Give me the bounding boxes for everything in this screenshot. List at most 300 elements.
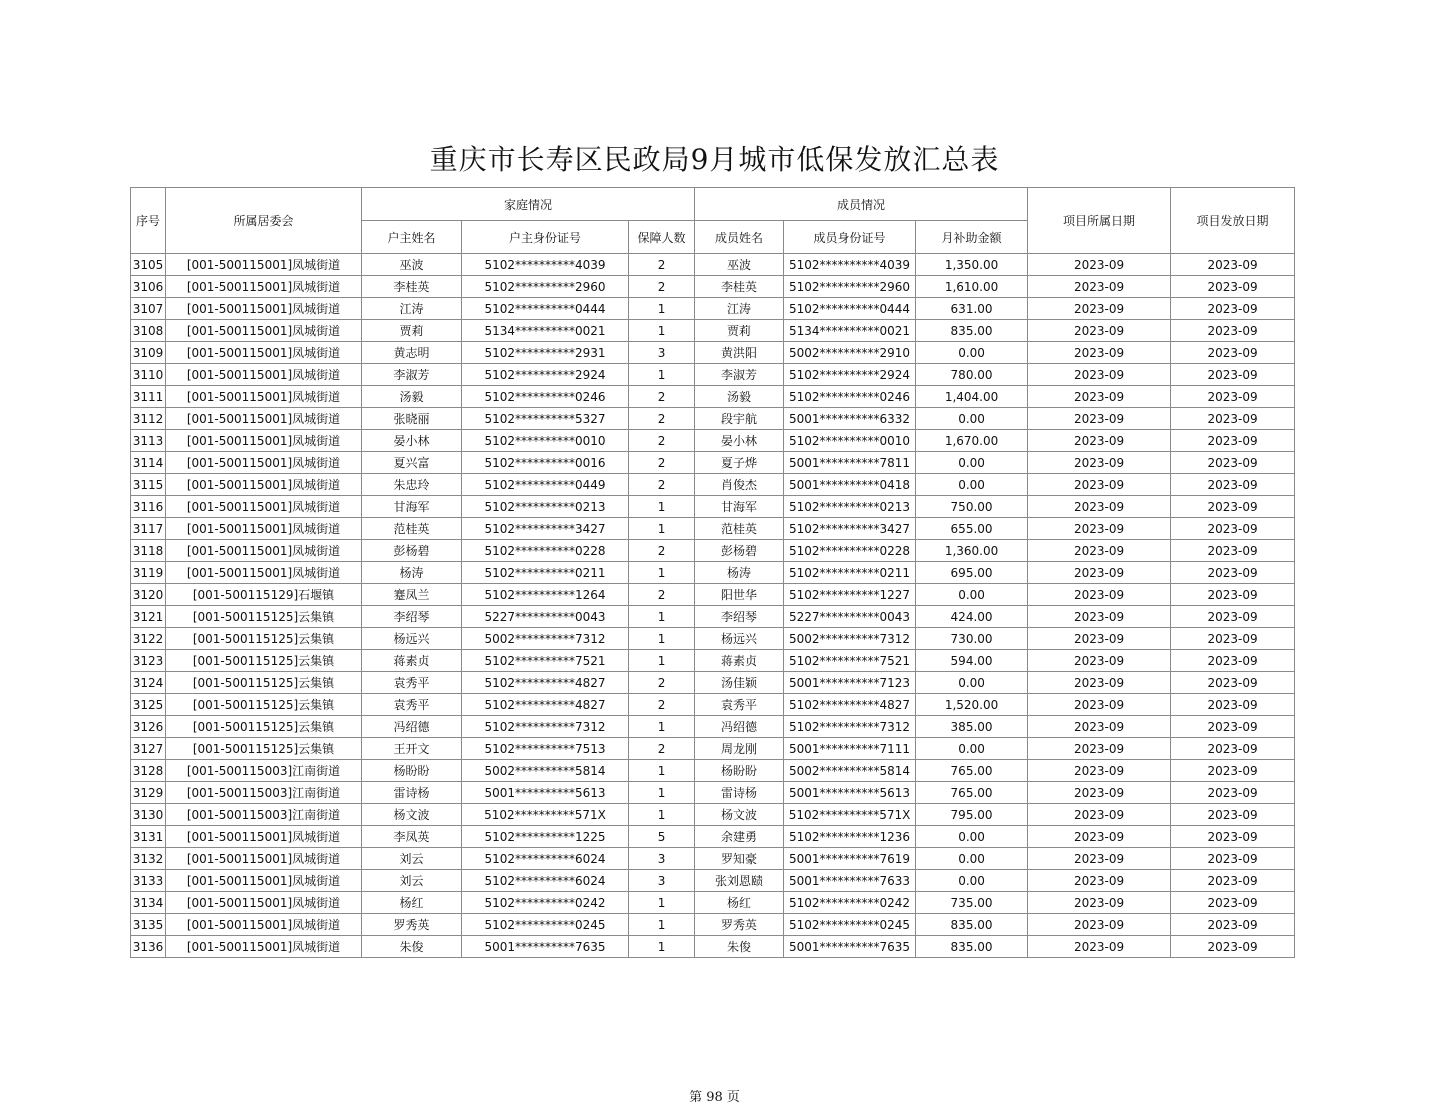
cell-head-name: 冯绍德 bbox=[362, 716, 462, 738]
cell-amount: 1,520.00 bbox=[916, 694, 1028, 716]
cell-project-date: 2023-09 bbox=[1028, 672, 1171, 694]
cell-head-id: 5102**********4827 bbox=[462, 672, 629, 694]
cell-seq: 3115 bbox=[131, 474, 166, 496]
table-row bbox=[131, 848, 1295, 870]
cell-head-id: 5102**********1225 bbox=[462, 826, 629, 848]
cell-committee: [001-500115001]凤城街道 bbox=[166, 518, 362, 540]
cell-project-date: 2023-09 bbox=[1028, 892, 1171, 914]
table-row bbox=[131, 650, 1295, 672]
cell-seq: 3130 bbox=[131, 804, 166, 826]
cell-project-date: 2023-09 bbox=[1028, 848, 1171, 870]
cell-issue-date: 2023-09 bbox=[1171, 320, 1295, 342]
cell-head-id: 5002**********7312 bbox=[462, 628, 629, 650]
cell-member-id: 5102**********1227 bbox=[784, 584, 916, 606]
cell-seq: 3105 bbox=[131, 254, 166, 276]
header-member-group: 成员情况 bbox=[695, 188, 1028, 221]
cell-member-name: 杨文波 bbox=[695, 804, 784, 826]
cell-issue-date: 2023-09 bbox=[1171, 650, 1295, 672]
cell-project-date: 2023-09 bbox=[1028, 650, 1171, 672]
cell-count: 1 bbox=[629, 496, 695, 518]
cell-head-id: 5102**********0213 bbox=[462, 496, 629, 518]
cell-count: 2 bbox=[629, 408, 695, 430]
cell-member-id: 5102**********7521 bbox=[784, 650, 916, 672]
cell-issue-date: 2023-09 bbox=[1171, 628, 1295, 650]
cell-member-id: 5227**********0043 bbox=[784, 606, 916, 628]
table-body bbox=[131, 254, 1295, 958]
cell-member-id: 5102**********0242 bbox=[784, 892, 916, 914]
cell-project-date: 2023-09 bbox=[1028, 342, 1171, 364]
cell-seq: 3117 bbox=[131, 518, 166, 540]
table-row bbox=[131, 474, 1295, 496]
cell-member-id: 5102**********0010 bbox=[784, 430, 916, 452]
table-row bbox=[131, 496, 1295, 518]
cell-member-name: 杨涛 bbox=[695, 562, 784, 584]
cell-head-name: 雷诗杨 bbox=[362, 782, 462, 804]
cell-seq: 3110 bbox=[131, 364, 166, 386]
cell-member-name: 黄洪阳 bbox=[695, 342, 784, 364]
table-row bbox=[131, 540, 1295, 562]
cell-amount: 1,360.00 bbox=[916, 540, 1028, 562]
cell-member-id: 5102**********7312 bbox=[784, 716, 916, 738]
cell-member-name: 杨红 bbox=[695, 892, 784, 914]
cell-head-name: 江涛 bbox=[362, 298, 462, 320]
cell-seq: 3106 bbox=[131, 276, 166, 298]
cell-head-name: 朱俊 bbox=[362, 936, 462, 958]
cell-issue-date: 2023-09 bbox=[1171, 804, 1295, 826]
cell-count: 1 bbox=[629, 936, 695, 958]
cell-project-date: 2023-09 bbox=[1028, 782, 1171, 804]
cell-count: 2 bbox=[629, 738, 695, 760]
cell-head-id: 5102**********7521 bbox=[462, 650, 629, 672]
cell-head-id: 5102**********0449 bbox=[462, 474, 629, 496]
cell-count: 1 bbox=[629, 606, 695, 628]
cell-project-date: 2023-09 bbox=[1028, 716, 1171, 738]
cell-count: 2 bbox=[629, 452, 695, 474]
cell-head-name: 刘云 bbox=[362, 870, 462, 892]
cell-member-id: 5102**********4827 bbox=[784, 694, 916, 716]
cell-seq: 3128 bbox=[131, 760, 166, 782]
cell-seq: 3113 bbox=[131, 430, 166, 452]
cell-committee: [001-500115001]凤城街道 bbox=[166, 848, 362, 870]
cell-member-id: 5001**********7811 bbox=[784, 452, 916, 474]
cell-seq: 3123 bbox=[131, 650, 166, 672]
cell-amount: 765.00 bbox=[916, 760, 1028, 782]
cell-issue-date: 2023-09 bbox=[1171, 562, 1295, 584]
cell-member-id: 5001**********5613 bbox=[784, 782, 916, 804]
cell-count: 1 bbox=[629, 782, 695, 804]
cell-count: 3 bbox=[629, 848, 695, 870]
cell-member-name: 朱俊 bbox=[695, 936, 784, 958]
cell-issue-date: 2023-09 bbox=[1171, 518, 1295, 540]
cell-seq: 3116 bbox=[131, 496, 166, 518]
cell-committee: [001-500115125]云集镇 bbox=[166, 694, 362, 716]
cell-seq: 3119 bbox=[131, 562, 166, 584]
cell-member-name: 范桂英 bbox=[695, 518, 784, 540]
cell-head-name: 蒋素贞 bbox=[362, 650, 462, 672]
cell-amount: 1,350.00 bbox=[916, 254, 1028, 276]
table-row bbox=[131, 628, 1295, 650]
cell-count: 1 bbox=[629, 518, 695, 540]
cell-member-id: 5102**********0444 bbox=[784, 298, 916, 320]
cell-count: 1 bbox=[629, 716, 695, 738]
cell-head-name: 李淑芳 bbox=[362, 364, 462, 386]
cell-seq: 3135 bbox=[131, 914, 166, 936]
cell-issue-date: 2023-09 bbox=[1171, 474, 1295, 496]
cell-member-name: 张刘恩赜 bbox=[695, 870, 784, 892]
cell-head-name: 杨远兴 bbox=[362, 628, 462, 650]
table-row bbox=[131, 870, 1295, 892]
cell-committee: [001-500115001]凤城街道 bbox=[166, 254, 362, 276]
cell-member-id: 5102**********571X bbox=[784, 804, 916, 826]
header-seq: 序号 bbox=[131, 188, 166, 254]
cell-committee: [001-500115001]凤城街道 bbox=[166, 870, 362, 892]
cell-head-name: 王开文 bbox=[362, 738, 462, 760]
cell-seq: 3107 bbox=[131, 298, 166, 320]
cell-head-id: 5102**********3427 bbox=[462, 518, 629, 540]
cell-project-date: 2023-09 bbox=[1028, 914, 1171, 936]
cell-count: 2 bbox=[629, 386, 695, 408]
cell-member-name: 李绍琴 bbox=[695, 606, 784, 628]
cell-project-date: 2023-09 bbox=[1028, 408, 1171, 430]
cell-head-id: 5102**********2960 bbox=[462, 276, 629, 298]
cell-issue-date: 2023-09 bbox=[1171, 716, 1295, 738]
cell-count: 2 bbox=[629, 694, 695, 716]
cell-member-name: 杨远兴 bbox=[695, 628, 784, 650]
cell-head-id: 5102**********0245 bbox=[462, 914, 629, 936]
cell-head-name: 杨盼盼 bbox=[362, 760, 462, 782]
cell-seq: 3124 bbox=[131, 672, 166, 694]
cell-committee: [001-500115125]云集镇 bbox=[166, 672, 362, 694]
cell-committee: [001-500115003]江南街道 bbox=[166, 760, 362, 782]
cell-project-date: 2023-09 bbox=[1028, 430, 1171, 452]
cell-amount: 631.00 bbox=[916, 298, 1028, 320]
cell-seq: 3132 bbox=[131, 848, 166, 870]
cell-head-name: 袁秀平 bbox=[362, 694, 462, 716]
cell-amount: 0.00 bbox=[916, 672, 1028, 694]
cell-committee: [001-500115125]云集镇 bbox=[166, 606, 362, 628]
table-row bbox=[131, 782, 1295, 804]
cell-committee: [001-500115129]石堰镇 bbox=[166, 584, 362, 606]
cell-head-id: 5102**********1264 bbox=[462, 584, 629, 606]
cell-count: 1 bbox=[629, 914, 695, 936]
cell-committee: [001-500115125]云集镇 bbox=[166, 628, 362, 650]
cell-issue-date: 2023-09 bbox=[1171, 848, 1295, 870]
table-row bbox=[131, 936, 1295, 958]
cell-head-id: 5102**********6024 bbox=[462, 848, 629, 870]
cell-member-id: 5001**********7123 bbox=[784, 672, 916, 694]
cell-issue-date: 2023-09 bbox=[1171, 936, 1295, 958]
cell-amount: 0.00 bbox=[916, 584, 1028, 606]
cell-member-name: 甘海军 bbox=[695, 496, 784, 518]
cell-head-name: 贾莉 bbox=[362, 320, 462, 342]
header-member-id: 成员身份证号 bbox=[784, 221, 916, 254]
table-row bbox=[131, 562, 1295, 584]
cell-member-id: 5102**********0246 bbox=[784, 386, 916, 408]
cell-member-name: 周龙刚 bbox=[695, 738, 784, 760]
cell-issue-date: 2023-09 bbox=[1171, 276, 1295, 298]
cell-issue-date: 2023-09 bbox=[1171, 540, 1295, 562]
cell-head-id: 5134**********0021 bbox=[462, 320, 629, 342]
cell-member-name: 罗知豪 bbox=[695, 848, 784, 870]
table-row bbox=[131, 254, 1295, 276]
cell-member-id: 5001**********7633 bbox=[784, 870, 916, 892]
cell-head-id: 5227**********0043 bbox=[462, 606, 629, 628]
cell-issue-date: 2023-09 bbox=[1171, 826, 1295, 848]
cell-amount: 655.00 bbox=[916, 518, 1028, 540]
cell-committee: [001-500115125]云集镇 bbox=[166, 738, 362, 760]
cell-head-id: 5102**********0228 bbox=[462, 540, 629, 562]
cell-committee: [001-500115001]凤城街道 bbox=[166, 826, 362, 848]
cell-seq: 3125 bbox=[131, 694, 166, 716]
cell-head-id: 5102**********0016 bbox=[462, 452, 629, 474]
table-row bbox=[131, 298, 1295, 320]
cell-member-name: 段宇航 bbox=[695, 408, 784, 430]
cell-member-id: 5134**********0021 bbox=[784, 320, 916, 342]
cell-seq: 3112 bbox=[131, 408, 166, 430]
cell-member-id: 5102**********0213 bbox=[784, 496, 916, 518]
cell-committee: [001-500115001]凤城街道 bbox=[166, 562, 362, 584]
cell-issue-date: 2023-09 bbox=[1171, 870, 1295, 892]
cell-committee: [001-500115001]凤城街道 bbox=[166, 364, 362, 386]
cell-project-date: 2023-09 bbox=[1028, 804, 1171, 826]
cell-amount: 0.00 bbox=[916, 408, 1028, 430]
cell-seq: 3127 bbox=[131, 738, 166, 760]
cell-member-id: 5102**********2960 bbox=[784, 276, 916, 298]
cell-project-date: 2023-09 bbox=[1028, 694, 1171, 716]
cell-member-name: 巫波 bbox=[695, 254, 784, 276]
cell-member-name: 夏子烨 bbox=[695, 452, 784, 474]
cell-count: 2 bbox=[629, 276, 695, 298]
cell-head-name: 蹇凤兰 bbox=[362, 584, 462, 606]
cell-seq: 3133 bbox=[131, 870, 166, 892]
cell-head-id: 5102**********2931 bbox=[462, 342, 629, 364]
cell-project-date: 2023-09 bbox=[1028, 628, 1171, 650]
header-count: 保障人数 bbox=[629, 221, 695, 254]
table-row bbox=[131, 584, 1295, 606]
cell-head-id: 5102**********4827 bbox=[462, 694, 629, 716]
cell-issue-date: 2023-09 bbox=[1171, 408, 1295, 430]
cell-head-id: 5102**********0010 bbox=[462, 430, 629, 452]
cell-amount: 835.00 bbox=[916, 320, 1028, 342]
cell-issue-date: 2023-09 bbox=[1171, 672, 1295, 694]
header-family-group: 家庭情况 bbox=[362, 188, 695, 221]
cell-count: 2 bbox=[629, 584, 695, 606]
cell-head-id: 5102**********0444 bbox=[462, 298, 629, 320]
cell-head-id: 5102**********0211 bbox=[462, 562, 629, 584]
cell-committee: [001-500115001]凤城街道 bbox=[166, 452, 362, 474]
page-number: 第 98 页 bbox=[689, 1090, 740, 1105]
cell-member-name: 蒋素贞 bbox=[695, 650, 784, 672]
cell-count: 2 bbox=[629, 254, 695, 276]
cell-committee: [001-500115125]云集镇 bbox=[166, 650, 362, 672]
table-row bbox=[131, 914, 1295, 936]
cell-member-name: 冯绍德 bbox=[695, 716, 784, 738]
cell-head-id: 5001**********7635 bbox=[462, 936, 629, 958]
cell-count: 1 bbox=[629, 892, 695, 914]
cell-issue-date: 2023-09 bbox=[1171, 694, 1295, 716]
cell-head-id: 5102**********4039 bbox=[462, 254, 629, 276]
cell-amount: 730.00 bbox=[916, 628, 1028, 650]
cell-project-date: 2023-09 bbox=[1028, 254, 1171, 276]
cell-committee: [001-500115001]凤城街道 bbox=[166, 914, 362, 936]
table-row bbox=[131, 892, 1295, 914]
cell-project-date: 2023-09 bbox=[1028, 936, 1171, 958]
cell-seq: 3136 bbox=[131, 936, 166, 958]
cell-count: 1 bbox=[629, 364, 695, 386]
cell-count: 5 bbox=[629, 826, 695, 848]
cell-issue-date: 2023-09 bbox=[1171, 496, 1295, 518]
cell-member-id: 5002**********2910 bbox=[784, 342, 916, 364]
cell-member-name: 阳世华 bbox=[695, 584, 784, 606]
cell-amount: 424.00 bbox=[916, 606, 1028, 628]
cell-head-name: 甘海军 bbox=[362, 496, 462, 518]
cell-member-id: 5102**********2924 bbox=[784, 364, 916, 386]
cell-member-name: 袁秀平 bbox=[695, 694, 784, 716]
cell-member-id: 5001**********6332 bbox=[784, 408, 916, 430]
cell-head-id: 5001**********5613 bbox=[462, 782, 629, 804]
cell-project-date: 2023-09 bbox=[1028, 320, 1171, 342]
cell-head-name: 袁秀平 bbox=[362, 672, 462, 694]
cell-count: 1 bbox=[629, 298, 695, 320]
table-row bbox=[131, 430, 1295, 452]
cell-count: 2 bbox=[629, 672, 695, 694]
cell-member-id: 5001**********7619 bbox=[784, 848, 916, 870]
cell-issue-date: 2023-09 bbox=[1171, 298, 1295, 320]
page-title: 重庆市长寿区民政局9月城市低保发放汇总表 bbox=[429, 143, 1000, 176]
cell-issue-date: 2023-09 bbox=[1171, 914, 1295, 936]
header-amount: 月补助金额 bbox=[916, 221, 1028, 254]
cell-count: 2 bbox=[629, 540, 695, 562]
cell-seq: 3118 bbox=[131, 540, 166, 562]
cell-issue-date: 2023-09 bbox=[1171, 364, 1295, 386]
cell-head-id: 5102**********0246 bbox=[462, 386, 629, 408]
cell-head-id: 5102**********6024 bbox=[462, 870, 629, 892]
header-committee: 所属居委会 bbox=[166, 188, 362, 254]
cell-issue-date: 2023-09 bbox=[1171, 606, 1295, 628]
cell-head-name: 晏小林 bbox=[362, 430, 462, 452]
cell-issue-date: 2023-09 bbox=[1171, 342, 1295, 364]
cell-member-name: 余建勇 bbox=[695, 826, 784, 848]
cell-amount: 0.00 bbox=[916, 474, 1028, 496]
cell-head-name: 罗秀英 bbox=[362, 914, 462, 936]
table-row bbox=[131, 694, 1295, 716]
table-row bbox=[131, 672, 1295, 694]
cell-member-id: 5102**********4039 bbox=[784, 254, 916, 276]
cell-project-date: 2023-09 bbox=[1028, 386, 1171, 408]
header-row-group bbox=[131, 188, 1295, 221]
cell-member-id: 5001**********7635 bbox=[784, 936, 916, 958]
cell-project-date: 2023-09 bbox=[1028, 364, 1171, 386]
cell-amount: 695.00 bbox=[916, 562, 1028, 584]
cell-head-id: 5102**********0242 bbox=[462, 892, 629, 914]
cell-committee: [001-500115001]凤城街道 bbox=[166, 540, 362, 562]
cell-count: 3 bbox=[629, 870, 695, 892]
table-row bbox=[131, 518, 1295, 540]
cell-project-date: 2023-09 bbox=[1028, 826, 1171, 848]
cell-count: 1 bbox=[629, 320, 695, 342]
cell-amount: 795.00 bbox=[916, 804, 1028, 826]
cell-amount: 0.00 bbox=[916, 738, 1028, 760]
cell-member-name: 晏小林 bbox=[695, 430, 784, 452]
cell-issue-date: 2023-09 bbox=[1171, 430, 1295, 452]
cell-amount: 594.00 bbox=[916, 650, 1028, 672]
cell-member-name: 汤毅 bbox=[695, 386, 784, 408]
cell-count: 1 bbox=[629, 562, 695, 584]
cell-head-name: 夏兴富 bbox=[362, 452, 462, 474]
cell-seq: 3134 bbox=[131, 892, 166, 914]
relief-summary-table bbox=[130, 187, 1295, 958]
table-row bbox=[131, 320, 1295, 342]
cell-member-id: 5102**********0211 bbox=[784, 562, 916, 584]
cell-member-id: 5001**********7111 bbox=[784, 738, 916, 760]
cell-project-date: 2023-09 bbox=[1028, 606, 1171, 628]
header-member-name: 成员姓名 bbox=[695, 221, 784, 254]
cell-seq: 3120 bbox=[131, 584, 166, 606]
cell-amount: 835.00 bbox=[916, 936, 1028, 958]
cell-committee: [001-500115001]凤城街道 bbox=[166, 276, 362, 298]
cell-member-name: 李淑芳 bbox=[695, 364, 784, 386]
cell-member-name: 雷诗杨 bbox=[695, 782, 784, 804]
cell-member-id: 5102**********0245 bbox=[784, 914, 916, 936]
table-row bbox=[131, 408, 1295, 430]
cell-project-date: 2023-09 bbox=[1028, 474, 1171, 496]
cell-head-name: 巫波 bbox=[362, 254, 462, 276]
cell-amount: 780.00 bbox=[916, 364, 1028, 386]
cell-head-id: 5102**********5327 bbox=[462, 408, 629, 430]
cell-head-name: 刘云 bbox=[362, 848, 462, 870]
cell-amount: 385.00 bbox=[916, 716, 1028, 738]
cell-head-name: 汤毅 bbox=[362, 386, 462, 408]
cell-issue-date: 2023-09 bbox=[1171, 738, 1295, 760]
cell-project-date: 2023-09 bbox=[1028, 562, 1171, 584]
cell-member-id: 5002**********7312 bbox=[784, 628, 916, 650]
cell-committee: [001-500115001]凤城街道 bbox=[166, 298, 362, 320]
cell-committee: [001-500115001]凤城街道 bbox=[166, 342, 362, 364]
cell-count: 1 bbox=[629, 650, 695, 672]
cell-committee: [001-500115001]凤城街道 bbox=[166, 474, 362, 496]
cell-project-date: 2023-09 bbox=[1028, 760, 1171, 782]
cell-issue-date: 2023-09 bbox=[1171, 892, 1295, 914]
cell-amount: 0.00 bbox=[916, 848, 1028, 870]
cell-amount: 0.00 bbox=[916, 826, 1028, 848]
cell-amount: 0.00 bbox=[916, 452, 1028, 474]
cell-head-name: 杨文波 bbox=[362, 804, 462, 826]
cell-amount: 0.00 bbox=[916, 342, 1028, 364]
table-row bbox=[131, 276, 1295, 298]
cell-project-date: 2023-09 bbox=[1028, 584, 1171, 606]
cell-member-name: 汤佳颖 bbox=[695, 672, 784, 694]
cell-member-name: 杨盼盼 bbox=[695, 760, 784, 782]
cell-amount: 1,610.00 bbox=[916, 276, 1028, 298]
table-row bbox=[131, 342, 1295, 364]
cell-head-name: 李桂英 bbox=[362, 276, 462, 298]
cell-count: 1 bbox=[629, 760, 695, 782]
cell-seq: 3131 bbox=[131, 826, 166, 848]
cell-project-date: 2023-09 bbox=[1028, 452, 1171, 474]
cell-member-name: 贾莉 bbox=[695, 320, 784, 342]
cell-project-date: 2023-09 bbox=[1028, 276, 1171, 298]
cell-seq: 3129 bbox=[131, 782, 166, 804]
cell-project-date: 2023-09 bbox=[1028, 298, 1171, 320]
cell-head-id: 5102**********2924 bbox=[462, 364, 629, 386]
cell-seq: 3109 bbox=[131, 342, 166, 364]
cell-issue-date: 2023-09 bbox=[1171, 760, 1295, 782]
cell-member-id: 5102**********0228 bbox=[784, 540, 916, 562]
cell-head-name: 张晓丽 bbox=[362, 408, 462, 430]
cell-member-id: 5002**********5814 bbox=[784, 760, 916, 782]
cell-committee: [001-500115125]云集镇 bbox=[166, 716, 362, 738]
cell-member-name: 彭杨碧 bbox=[695, 540, 784, 562]
